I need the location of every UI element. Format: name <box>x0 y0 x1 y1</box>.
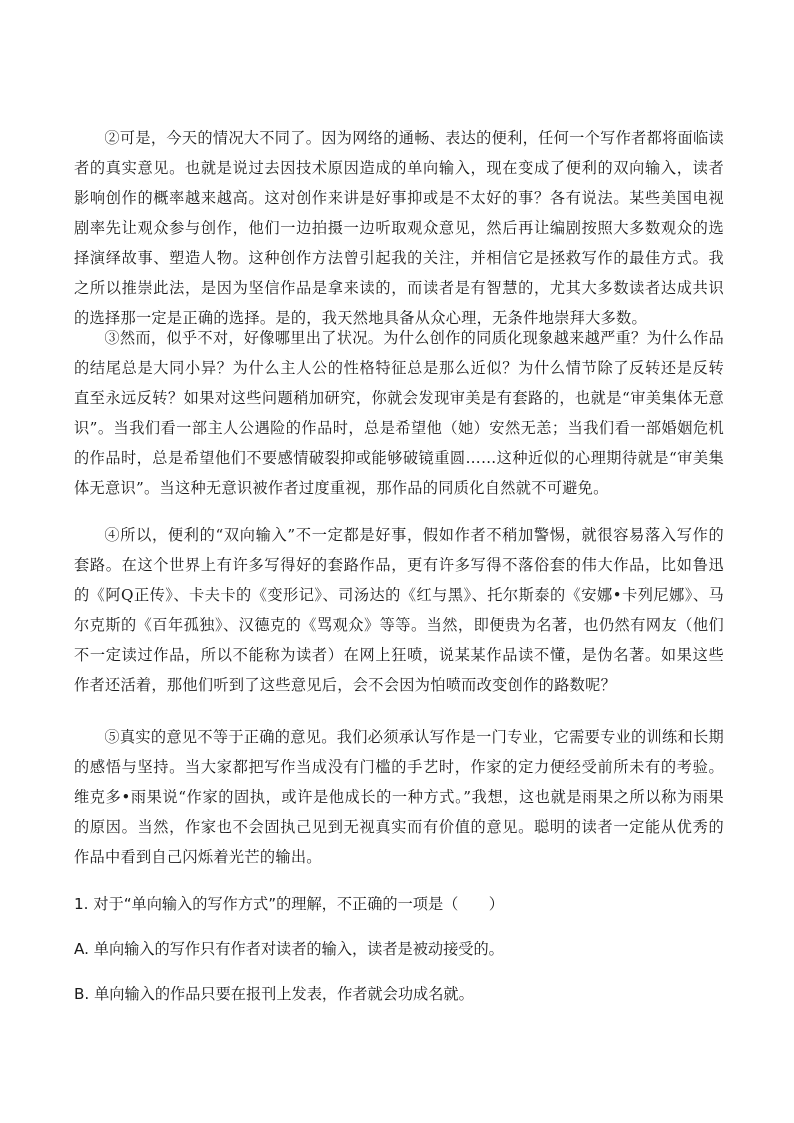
passage-paragraph-3: ③然而，似乎不对，好像哪里出了状况。为什么创作的同质化现象越来越严重？为什么作品的结尾总是大同小异？为什么主人公的性格特征总是那么近似？为什么情节除了反转还是反转直至永远反转？如果对这些问题稍加研究，你就会发现审美是有套路的，也就是“审美集体无意识”。当我们看一部主人公遇险的作品时，总是希望他（她）安然无恙；当我们看一部婚姻危机的作品时，总是希望他们不要感情破裂抑或能够破镜重圆……这种近似的心理期待就是“审美集体无意识”。当这种无意识被作者过度重视，那作品的同质化自然就不可避免。 <box>74 329 724 497</box>
passage-paragraph-2: ②可是，今天的情况大不同了。因为网络的通畅、表达的便利，任何一个写作者都将面临读者的真实意见。也就是说过去因技术原因造成的单向输入，现在变成了便利的双向输入，读者影响创作的概率越来越高。这对创作来讲是好事抑或是不太好的事？各有说法。某些美国电视剧率先让观众参与创作，他们一边拍摄一边听取观众意见，然后再让编剧按照大多数观众的选择演绎故事、塑造人物。这种创作方法曾引起我的关注，并相信它是拯救写作的最佳方式。我之所以推崇此法，是因为坚信作品是拿来读的，而读者是有智慧的，尤其大多数读者达成共识的选择那一定是正确的选择。是的，我天然地具备从众心理，无条件地崇拜大多数。 <box>74 129 724 327</box>
question-stem: 1. 对于“单向输入的写作方式”的理解，不正确的一项是（ ） <box>74 895 504 913</box>
option-a[interactable]: A. 单向输入的写作只有作者对读者的输入，读者是被动接受的。 <box>74 940 504 958</box>
option-b[interactable]: B. 单向输入的作品只要在报刊上发表，作者就会功成名就。 <box>74 985 474 1003</box>
passage-paragraph-5: ⑤真实的意见不等于正确的意见。我们必须承认写作是一门专业，它需要专业的训练和长期的感悟与坚持。当大家都把写作当成没有门槛的手艺时，作家的定力便经受前所未有的考验。维克多•雨果说“作家的固执，或许是他成长的一种方式。”我想，这也就是雨果之所以称为雨果的原因。当然，作家也不会固执己见到无视真实而有价值的意见。聪明的读者一定能从优秀的作品中看到自己闪烁着光芒的输出。 <box>74 728 724 866</box>
passage-paragraph-4: ④所以，便利的“双向输入”不一定都是好事，假如作者不稍加警惕，就很容易落入写作的套路。在这个世界上有许多写得好的套路作品，更有许多写得不落俗套的伟大作品，比如鲁迅的《阿Q正传》、卡夫卡的《变形记》、司汤达的《红与黑》、托尔斯泰的《安娜•卡列尼娜》、马尔克斯的《百年孤独》、汉德克的《骂观众》等等。当然，即便贵为名著，也仍然有网友（他们不一定读过作品，所以不能称为读者）在网上狂喷，说某某作品读不懂，是伪名著。如果这些作者还活着，那他们听到了这些意见后，会不会因为怕喷而改变创作的路数呢？ <box>74 526 724 694</box>
